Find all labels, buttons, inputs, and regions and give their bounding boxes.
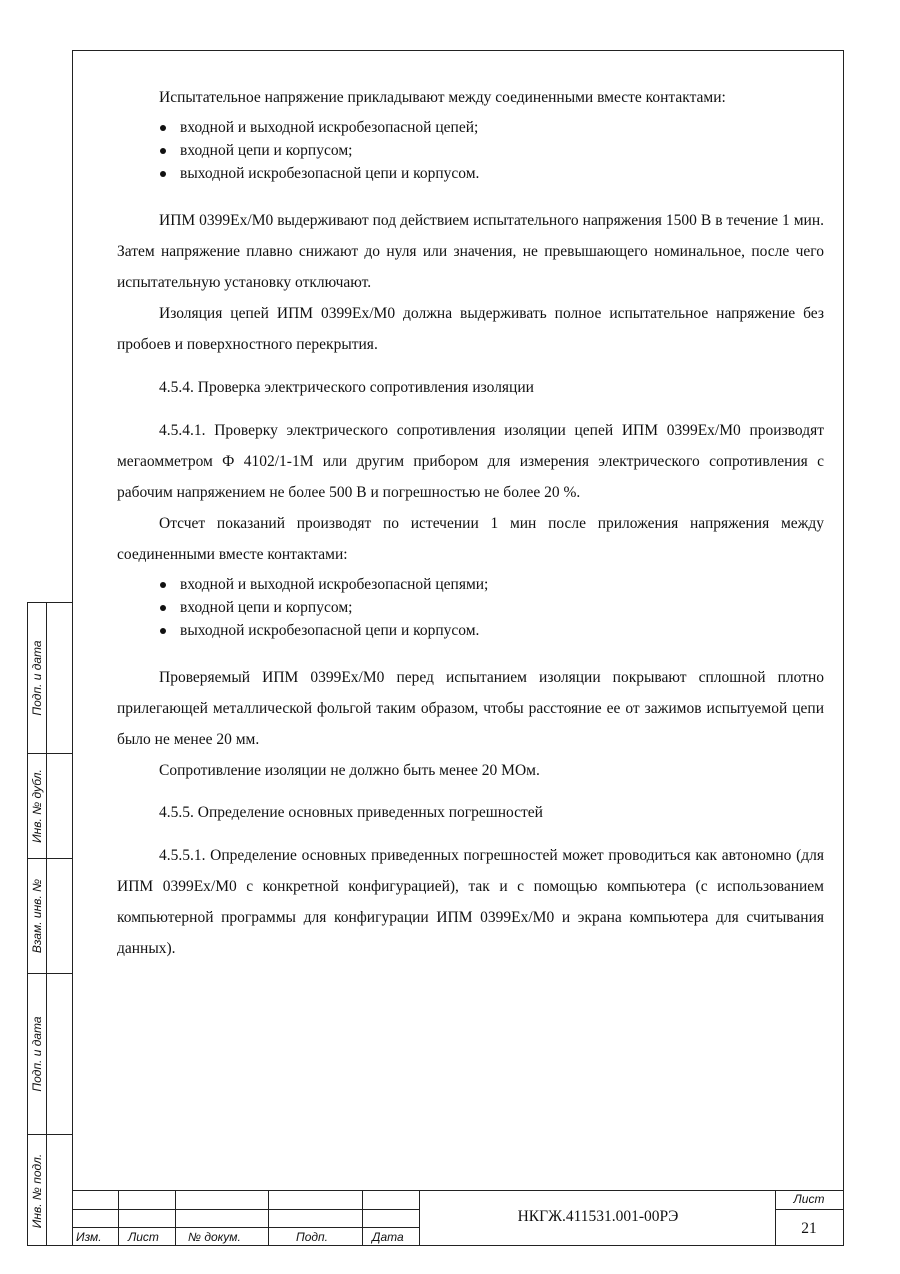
paragraph: Испытательное напряжение прикладывают между соединенными вместе контактами: bbox=[159, 89, 726, 106]
stamp-sign-date-1: Подп. и дата bbox=[30, 640, 44, 716]
col-change: Изм. bbox=[76, 1230, 102, 1244]
list-item: выходной искробезопасной цепи и корпусом. bbox=[159, 619, 824, 642]
list-item: выходной искробезопасной цепи и корпусом. bbox=[159, 162, 824, 185]
sheet-label: Лист bbox=[793, 1192, 825, 1206]
side-stamp bbox=[27, 602, 72, 1246]
paragraph: 4.5.5.1. Определение основных приведенных погрешностей может проводиться как автономно (для ИПМ 0399Ex/M0 с конкретной конфигурацией), так и с помощью компьютера (с использованием компьютерной программы для конфигурации ИПМ 0399Ex/M0 и экрана компьютера для считывания данных). bbox=[117, 847, 824, 957]
title-block bbox=[72, 1190, 844, 1246]
paragraph: Проверяемый ИПМ 0399Ex/M0 перед испытанием изоляции покрывают сплошной плотно прилегающей металлической фольгой таким образом, чтобы расстояние ее от зажимов испытуемой цепи было не менее 20 мм. bbox=[117, 669, 824, 748]
col-docnum: № докум. bbox=[188, 1230, 241, 1244]
paragraph: 4.5.4.1. Проверку электрического сопротивления изоляции цепей ИПМ 0399Ex/M0 производят мегаомметром Ф 4102/1-1М или другим прибором для измерения электрического сопротивления с рабочим напряжением не более 500 В и погрешностью не более 20 %. bbox=[117, 422, 824, 501]
stamp-original-inv: Инв. № подл. bbox=[30, 1153, 44, 1228]
section-heading: 4.5.4. Проверка электрического сопротивления изоляции bbox=[159, 379, 534, 396]
list-item: входной и выходной искробезопасной цепей; bbox=[159, 116, 824, 139]
paragraph: ИПМ 0399Ex/M0 выдерживают под действием испытательного напряжения 1500 В в течение 1 мин. Затем напряжение плавно снижают до нуля или значения, не превышающего номинальное, после чего испытательную установку отключают. bbox=[117, 212, 824, 291]
section-heading: 4.5.5. Определение основных приведенных погрешностей bbox=[159, 804, 543, 821]
list-item: входной цепи и корпусом; bbox=[159, 139, 824, 162]
paragraph: Изоляция цепей ИПМ 0399Ex/M0 должна выдерживать полное испытательное напряжение без пробоев и поверхностного перекрытия. bbox=[117, 305, 824, 353]
bullet-list bbox=[117, 116, 824, 185]
bullet-list bbox=[117, 573, 824, 642]
col-sign: Подп. bbox=[296, 1230, 328, 1244]
sheet-number: 21 bbox=[801, 1220, 817, 1237]
list-item: входной и выходной искробезопасной цепями; bbox=[159, 573, 824, 596]
stamp-sign-date-2: Подп. и дата bbox=[30, 1015, 44, 1092]
stamp-replace-inv: Взам. инв. № bbox=[30, 878, 44, 953]
col-date: Дата bbox=[372, 1230, 404, 1244]
col-sheet: Лист bbox=[128, 1230, 159, 1244]
stamp-duplicate-inv: Инв. № дубл. bbox=[30, 768, 44, 843]
list-item: входной цепи и корпусом; bbox=[159, 596, 824, 619]
paragraph: Отсчет показаний производят по истечении 1 мин после приложения напряжения между соединенными вместе контактами: bbox=[117, 515, 824, 563]
paragraph: Сопротивление изоляции не должно быть менее 20 МОм. bbox=[159, 762, 540, 779]
document-body bbox=[117, 82, 824, 964]
document-code: НКГЖ.411531.001-00РЭ bbox=[517, 1208, 679, 1225]
